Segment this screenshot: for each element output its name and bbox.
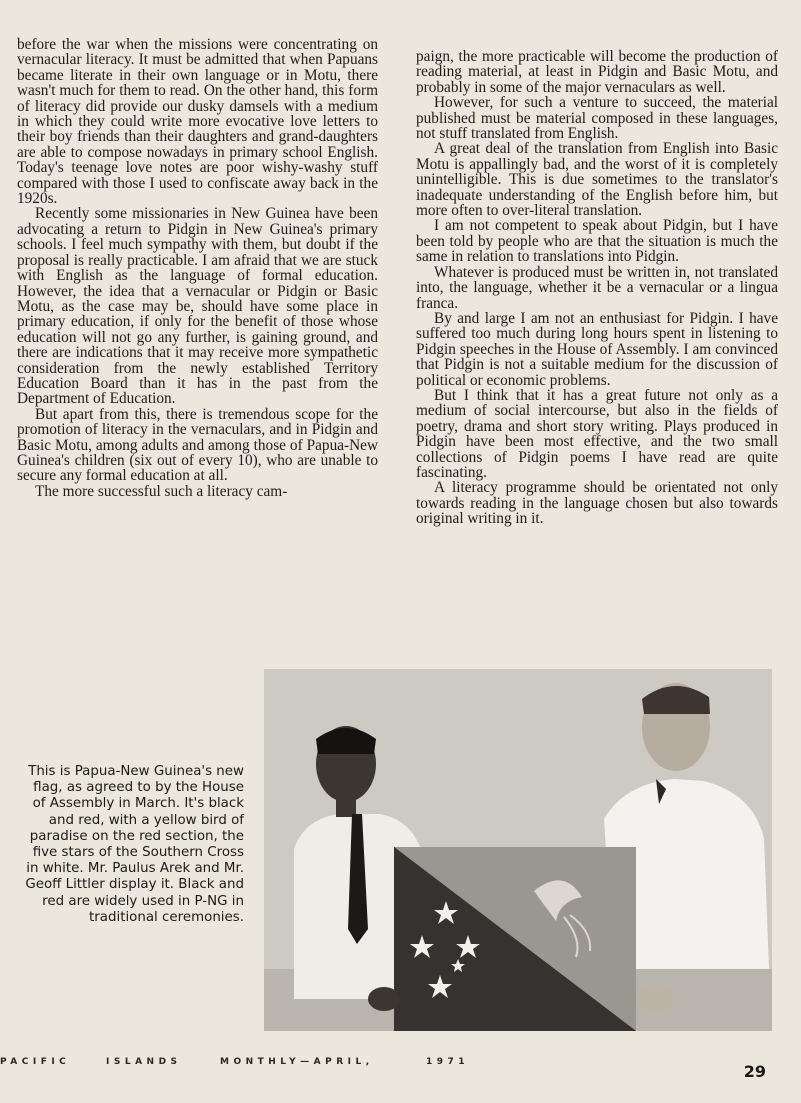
- paragraph: But I think that it has a great future not only as a medium of social intercourse, but also in the fields of poetry, drama and short story writing. Plays produced in Pidgin have been most effective, and the two small collections of Pidgin poems I have read are quite fascinating.: [416, 386, 778, 481]
- paragraph: paign, the more practicable will become the production of reading material, at least in Pidgin and Basic Motu, and probably in some of the major vernaculars as well.: [416, 48, 778, 96]
- paragraph: A great deal of the translation from English into Basic Motu is appallingly bad, and the worst of it is completely unintelligible. This is due sometimes to the translator's inadequate understanding of the English before him, but more often to over-literal translation.: [416, 140, 778, 220]
- footer-publication: PACIFIC: [0, 1057, 71, 1067]
- flag-photograph: [264, 669, 772, 1031]
- paragraph: However, for such a venture to succeed, the material published must be material composed in these languages, not stuff translated from English.: [416, 94, 778, 143]
- paragraph: before the war when the missions were concentrating on vernacular literacy. It must be admitted that when Papuans became literate in their own language or in Motu, there wasn't much for them to read. On the other hand, this form of literacy did provide our dusky damsels with a medium in which they could write more evocative love letters to their boy friends than their daughters and grand-daughters are able to compose nowadays in primary school English. Today's teenage love notes are poor wishy-washy stuff compared with those I used to confiscate away back in the 1920s.: [17, 36, 378, 208]
- footer-publication-2: ISLANDS: [106, 1057, 182, 1067]
- paragraph: The more successful such a literacy cam-: [35, 482, 288, 500]
- article-column-right: [416, 49, 778, 527]
- photo-caption: This is Papua-New Guinea's new flag, as agreed to by the House of Assembly in March. It's black and red, with a yellow bird of paradise on the red section, the five stars of the Southern Cross in white. Mr. Paulus Arek and Mr. Geoff Littler display it. Black and red are widely used in P-NG in traditional ceremonies.: [25, 764, 244, 925]
- page-number: 29: [743, 1062, 766, 1081]
- photo-illustration: [264, 669, 772, 1031]
- hand-right: [638, 985, 674, 1013]
- page-footer: [0, 1052, 801, 1092]
- paragraph: Whatever is produced must be written in, not translated into, the language, whether it be a vernacular or a lingua franca.: [416, 263, 778, 312]
- paragraph: But apart from this, there is tremendous scope for the promotion of literacy in the vernaculars, and in Pidgin and Basic Motu, among adults and among those of Papua-New Guinea's children (six out of every 10), who are unable to secure any formal education at all.: [17, 405, 378, 485]
- paragraph: A literacy programme should be orientated not only towards reading in the language chosen but also towards original writing in it.: [416, 479, 778, 528]
- paragraph: By and large I am not an enthusiast for Pidgin. I have suffered too much during long hours spent in listening to Pidgin speeches in the House of Assembly. I am convinced that Pidgin is not a suitable medium for the discussion of political or economic problems.: [416, 309, 778, 389]
- hand-left: [368, 987, 400, 1011]
- paragraph: I am not competent to speak about Pidgin, but I have been told by people who are that the situation is much the same in relation to translations into Pidgin.: [416, 217, 778, 266]
- article-column-left: [17, 37, 378, 499]
- png-flag: [394, 847, 636, 1031]
- footer-issue: MONTHLY—APRIL,: [220, 1057, 374, 1067]
- footer-year: 1971: [426, 1057, 470, 1067]
- paragraph: Recently some missionaries in New Guinea have been advocating a return to Pidgin in New Guinea's primary schools. I feel much sympathy with them, but doubt if the proposal is really practicable. I am afraid that we are stuck with English as the language of formal education. However, the idea that a vernacular or Pidgin or Basic Motu, as the case may be, should have some place in primary education, if only for the benefit of those whose education will not go any further, is gaining ground, and there are indications that it may receive more sympathetic consideration from the newly established Territory Education Board than it has in the past from the Department of Education.: [17, 205, 378, 408]
